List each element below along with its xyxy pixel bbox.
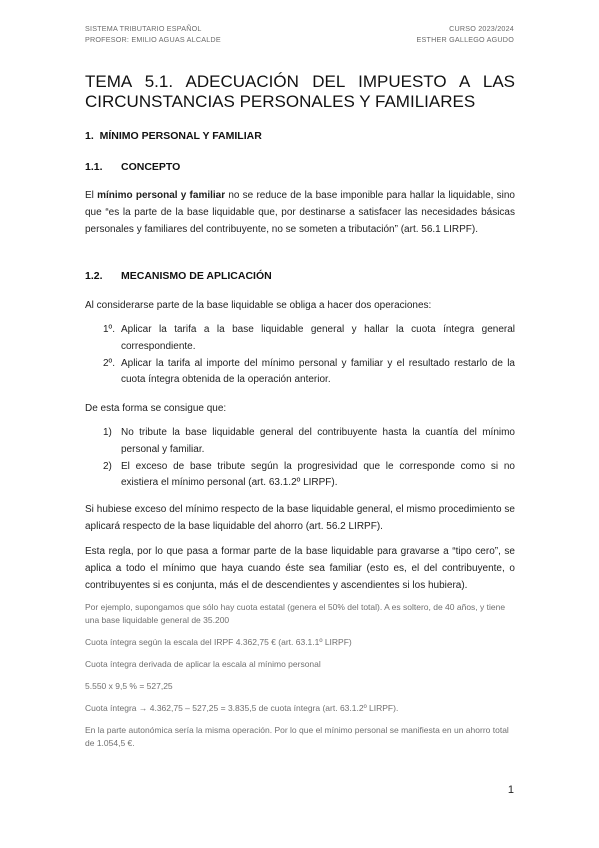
example-line-3: Cuota íntegra derivada de aplicar la escala al mínimo personal [85,659,321,669]
example-line-5: Cuota íntegra → 4.362,75 – 527,25 = 3.835,5 de cuota íntegra (art. 63.1.2º LIRPF). [85,703,399,713]
operation-text-1: Aplicar la tarifa a la base liquidable general y hallar la cuota íntegra general correspondiente. [121,324,515,352]
operations-list [85,322,515,389]
operation-item-2 [85,356,515,390]
header-right [417,23,514,45]
result-text-2: El exceso de base tribute según la progresividad que le corresponde como si no existiera el mínimo personal (art. 63.1.2º LIRPF). [121,460,515,489]
concept-prefix: El [85,190,98,201]
page-content [85,72,515,748]
example-block [85,601,515,750]
section-1-1-number: 1.1. [85,161,103,173]
example-line-1: Por ejemplo, supongamos que sólo hay cuota estatal (genera el 50% del total). A es soltero, de 40 años, y tiene una base liquidable general de 35.200 [85,602,506,625]
concept-paragraph [85,188,515,238]
section-1-2-title: MECANISMO DE APLICACIÓN [121,270,272,282]
title-line-2: CIRCUNSTANCIAS PERSONALES Y FAMILIARES [85,92,476,111]
result-item-1 [85,425,515,459]
regla-text: Esta regla, por lo que pasa a formar parte de la base liquidable para gravarse a “tipo cero”, se aplica a todo el mínimo que haya cuando éste sea familiar (esto es, el del contribuyente, o contribuyentes si es conjunta, más el de descendientes y ascendientes si los hubiera). [85,546,515,591]
header-author: ESTHER GALLEGO AGUDO [416,35,514,44]
operation-text-2: Aplicar la tarifa al importe del mínimo personal y familiar y el resultado restarlo de la cuota íntegra obtenida de la operación anterior. [121,357,515,386]
section-1-1-title: CONCEPTO [121,161,181,173]
consigue-paragraph [85,401,515,418]
exceso-paragraph [85,502,515,536]
operation-marker-1: 1º. [103,324,115,335]
page-title [85,72,515,112]
example-line-4: 5.550 x 9,5 % = 527,25 [85,681,173,691]
mechanism-intro-text: Al considerarse parte de la base liquidable se obliga a hacer dos operaciones: [85,300,432,311]
example-line-6: En la parte autonómica sería la misma operación. Por lo que el mínimo personal se manifiesta en un ahorro total de 1.054,5 €. [85,725,509,748]
example-line-2: Cuota íntegra según la escala del IRPF 4.362,75 € (art. 63.1.1º LIRPF) [85,637,352,647]
section-1-2-heading [85,270,515,282]
result-text-1: No tribute la base liquidable general del contribuyente hasta la cuantía del mínimo personal y familiar. [121,427,515,455]
section-1-title: MÍNIMO PERSONAL Y FAMILIAR [99,130,262,142]
header-course-name: SISTEMA TRIBUTARIO ESPAÑOL [85,24,202,33]
operation-marker-2: 2º. [103,357,115,369]
section-1-number: 1. [85,130,94,142]
operation-item-1 [85,322,515,356]
section-1-heading [85,130,515,142]
result-item-2 [85,459,515,493]
result-marker-1: 1) [103,427,112,438]
consigue-text: De esta forma se consigue que: [85,403,227,414]
header-professor: PROFESOR: EMILIO AGUAS ALCALDE [85,35,221,44]
exceso-text: Si hubiese exceso del mínimo respecto de la base liquidable general, el mismo procedimiento se aplicará respecto de la base liquidable del ahorro (art. 56.2 LIRPF). [85,504,515,532]
mechanism-intro [85,298,515,315]
result-marker-2: 2) [103,460,112,472]
section-1-2-number: 1.2. [85,270,103,282]
title-line-1: TEMA 5.1. ADECUACIÓN DEL IMPUESTO A LAS [85,72,515,91]
results-list [85,425,515,492]
concept-rest: no se reduce de la base imponible para hallar la liquidable, sino que “es la parte de la base liquidable que, por destinarse a satisfacer las necesidades básicas personales y familiares del contribuyente, no se someten a tributación” (art. 56.1 LIRPF). [85,190,515,235]
page-number: 1 [507,784,514,796]
section-1-1-heading [85,161,515,173]
header-course-year: CURSO 2023/2024 [449,24,514,33]
regla-paragraph [85,544,515,594]
header-left [85,23,221,45]
concept-bold-term: mínimo personal y familiar [97,190,226,201]
